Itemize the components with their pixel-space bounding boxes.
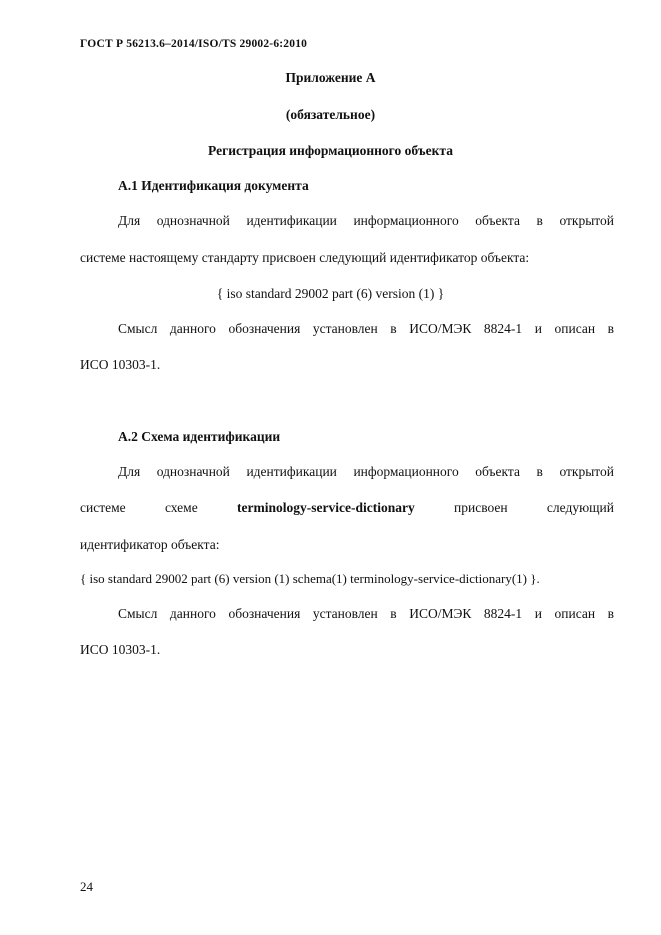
word-scheme: схеме (164, 500, 198, 515)
section-1-heading: А.1 Идентификация документа (118, 178, 309, 193)
section-2-heading: А.2 Схема идентификации (118, 429, 281, 444)
section-1-paragraph-1-line-1: Для однозначной идентификации информационного объекта в открытой (118, 213, 614, 228)
section-1-paragraph-1-line-2: системе настоящему стандарту присвоен следующий идентификатор объекта: (80, 250, 530, 265)
section-2-paragraph-1-line-2 (80, 500, 614, 516)
section-2-paragraph-2-line-1: Смысл данного обозначения установлен в ИСО/МЭК 8824-1 и описан в (118, 606, 614, 621)
appendix-subtitle: Регистрация информационного объекта (208, 143, 453, 158)
section-1-paragraph-2-line-2: ИСО 10303-1. (80, 357, 161, 372)
section-1-identifier: { iso standard 29002 part (6) version (1) } (216, 286, 445, 301)
appendix-status: (обязательное) (285, 107, 376, 122)
section-1-paragraph-2-line-1: Смысл данного обозначения установлен в ИСО/МЭК 8824-1 и описан в (118, 321, 614, 336)
document-header: ГОСТ Р 56213.6–2014/ISO/TS 29002-6:2010 (80, 38, 308, 50)
word-following: следующий (546, 500, 614, 515)
section-2-paragraph-1-line-1: Для однозначной идентификации информационного объекта в открытой (118, 464, 614, 479)
page-number: 24 (80, 879, 93, 894)
section-2-identifier: { iso standard 29002 part (6) version (1) schema(1) terminology-service-dictionary(1) }. (80, 571, 540, 586)
section-2-paragraph-2-line-2: ИСО 10303-1. (80, 642, 161, 657)
word-assigned: присвоен (454, 500, 508, 515)
schema-name: terminology-service-dictionary (237, 500, 415, 515)
section-2-paragraph-1-line-3: идентификатор объекта: (80, 537, 220, 552)
word-system: системе (80, 500, 126, 515)
appendix-title: Приложение А (285, 70, 376, 85)
